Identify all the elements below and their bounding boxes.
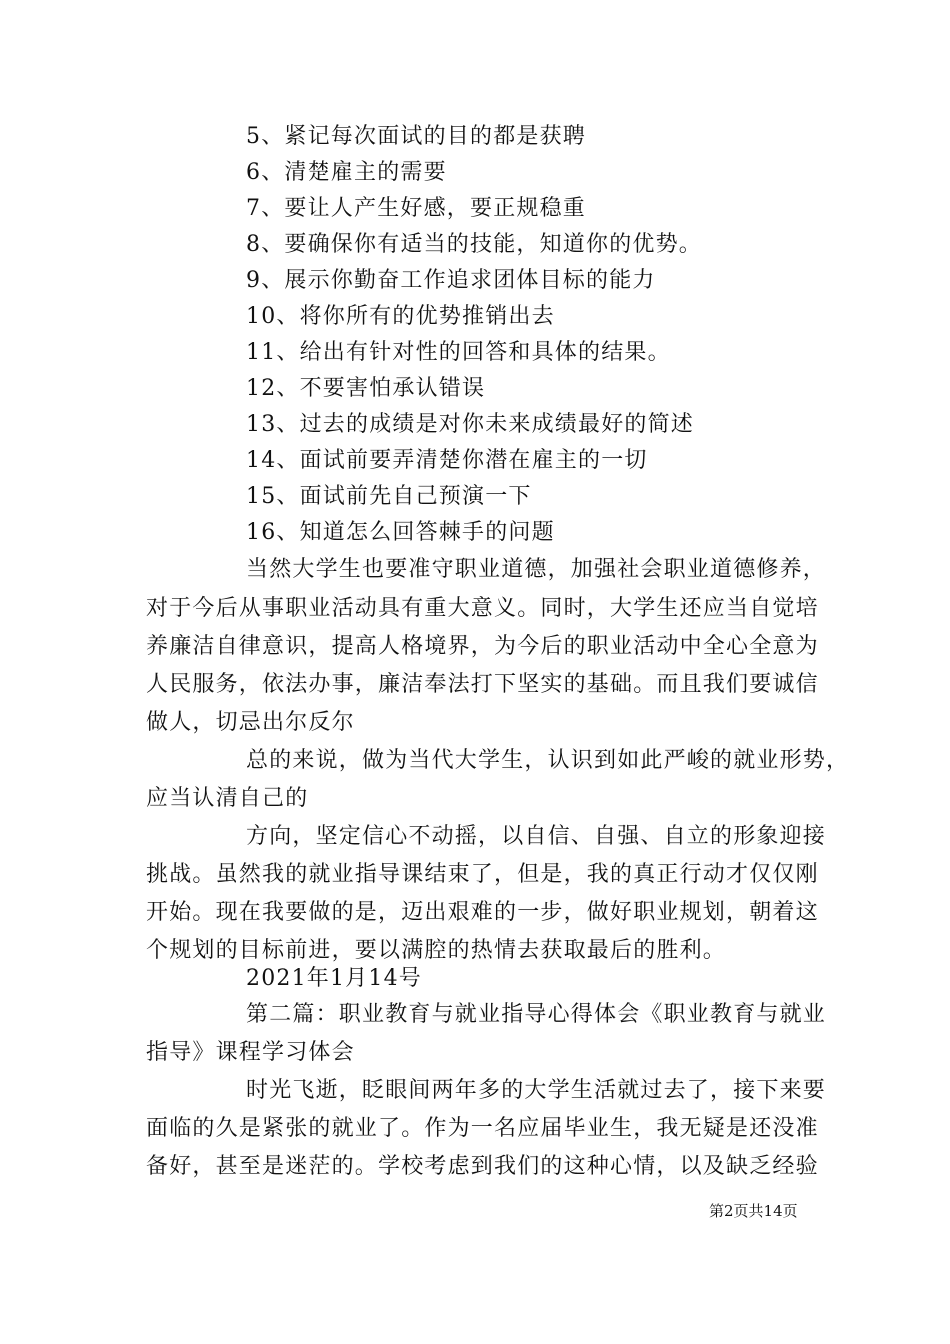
list-item: 15、面试前先自己预演一下	[246, 484, 532, 509]
list-item: 7、要让人产生好感，要正规稳重	[246, 196, 586, 221]
paragraph-line: 养廉洁自律意识，提高人格境界，为今后的职业活动中全心全意为	[146, 634, 819, 659]
list-item: 9、展示你勤奋工作追求团体目标的能力	[246, 268, 656, 293]
list-item: 12、不要害怕承认错误	[246, 376, 486, 401]
date-line: 2021年1月14号	[246, 966, 422, 991]
paragraph-line: 做人，切忌出尔反尔	[146, 710, 355, 735]
list-item: 5、紧记每次面试的目的都是获聘	[246, 124, 586, 149]
section-title-continued: 指导》课程学习体会	[146, 1040, 355, 1065]
section-title: 第二篇：职业教育与就业指导心得体会《职业教育与就业	[246, 1002, 827, 1027]
paragraph-line: 方向，坚定信心不动摇，以自信、自强、自立的形象迎接	[246, 824, 827, 849]
paragraph-line: 面临的久是紧张的就业了。作为一名应届毕业生，我无疑是还没准	[146, 1116, 819, 1141]
paragraph-line: 个规划的目标前进，要以满腔的热情去获取最后的胜利。	[146, 938, 727, 963]
list-item: 8、要确保你有适当的技能，知道你的优势。	[246, 232, 702, 257]
list-item: 6、清楚雇主的需要	[246, 160, 447, 185]
paragraph-line: 备好，甚至是迷茫的。学校考虑到我们的这种心情，以及缺乏经验	[146, 1154, 819, 1179]
list-item: 10、将你所有的优势推销出去	[246, 304, 555, 329]
paragraph-line: 开始。现在我要做的是，迈出艰难的一步，做好职业规划，朝着这	[146, 900, 819, 925]
list-item: 16、知道怎么回答棘手的问题	[246, 520, 555, 545]
paragraph-line: 当然大学生也要准守职业道德，加强社会职业道德修养，	[246, 557, 827, 582]
paragraph-line: 挑战。虽然我的就业指导课结束了，但是，我的真正行动才仅仅刚	[146, 862, 819, 887]
list-item: 14、面试前要弄清楚你潜在雇主的一切	[246, 448, 648, 473]
page-number-footer: 第2页共14页	[709, 1202, 798, 1220]
paragraph-line: 对于今后从事职业活动具有重大意义。同时，大学生还应当自觉培	[146, 596, 819, 621]
list-item: 11、给出有针对性的回答和具体的结果。	[246, 340, 671, 365]
paragraph-line: 人民服务，依法办事，廉洁奉法打下坚实的基础。而且我们要诚信	[146, 672, 819, 697]
paragraph-line: 总的来说，做为当代大学生，认识到如此严峻的就业形势，	[246, 748, 850, 773]
paragraph-line: 应当认清自己的	[146, 786, 309, 811]
paragraph-line: 时光飞逝，眨眼间两年多的大学生活就过去了，接下来要	[246, 1078, 827, 1103]
list-item: 13、过去的成绩是对你未来成绩最好的简述	[246, 412, 694, 437]
